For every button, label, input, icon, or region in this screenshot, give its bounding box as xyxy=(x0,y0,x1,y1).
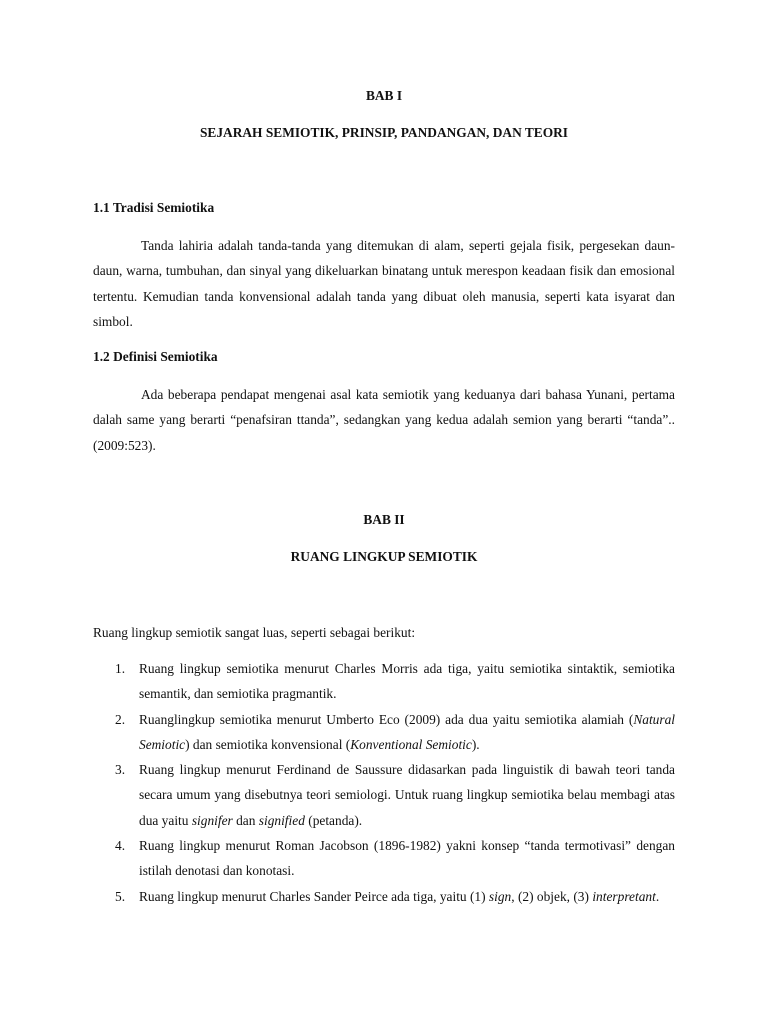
list-item-number: 2. xyxy=(115,711,126,727)
chapter-2-subtitle: RUANG LINGKUP SEMIOTIK xyxy=(290,549,478,564)
list-item-text: Ruang lingkup semiotika menurut Charles Morris ada tiga, yaitu semiotika sintaktik, semiotika semantik, dan semiotika pragmantik. xyxy=(139,661,675,702)
list-item-text: Ruang lingkup menurut Roman Jacobson (1896-1982) yakni konsep “tanda termotivasi” dengan istilah denotasi dan konotasi. xyxy=(139,838,675,879)
chapter-2-intro: Ruang lingkup semiotik sangat luas, seperti sebagai berikut: xyxy=(93,625,416,640)
list-item xyxy=(93,833,675,884)
list-item-italic-term: interpretant xyxy=(592,888,656,904)
list-item-italic-term: signified xyxy=(258,812,305,828)
chapter-1-subtitle: SEJARAH SEMIOTIK, PRINSIP, PANDANGAN, DAN TEORI xyxy=(199,125,569,140)
list-item-italic-term: signifer xyxy=(191,812,233,828)
list-item-text: dan xyxy=(232,812,259,828)
list-item-text: . xyxy=(655,888,660,904)
list-item xyxy=(93,707,675,758)
list-item-text: ) dan semiotika konvensional ( xyxy=(185,736,351,752)
list-item-text: , (2) objek, (3) xyxy=(511,888,593,904)
list-item-italic-term: Konventional Semiotic xyxy=(350,736,472,752)
section-1-1-paragraph: Tanda lahiria adalah tanda-tanda yang ditemukan di alam, seperti gejala fisik, pergesekan daun-daun, warna, tumbuhan, dan sinyal yang dikeluarkan binatang untuk merespon keadaan fisik dan emosional tertentu. Kemudian tanda konvensional adalah tanda yang dibuat oleh manusia, seperti kata isyarat dan simbol. xyxy=(93,238,675,329)
list-item-text: (petanda). xyxy=(304,812,363,828)
list-item xyxy=(93,884,675,909)
list-item-number: 5. xyxy=(115,888,126,904)
list-item-number: 4. xyxy=(115,838,126,854)
list-item-text: Ruang lingkup menurut Charles Sander Peirce ada tiga, yaitu (1) xyxy=(139,888,489,904)
list-item xyxy=(93,757,675,833)
list-item-text: Ruanglingkup semiotika menurut Umberto Eco (2009) ada dua yaitu semiotika alamiah ( xyxy=(139,711,634,727)
list-item-text: ). xyxy=(471,736,480,752)
section-1-2-paragraph: Ada beberapa pendapat mengenai asal kata semiotik yang keduanya dari bahasa Yunani, pertama dalah same yang berarti “penafsiran ttanda”, sedangkan yang kedua adalah semion yang berarti “tanda”..(2009:523). xyxy=(93,387,675,453)
section-1-1-heading: 1.1 Tradisi Semiotika xyxy=(93,200,215,215)
list-item-number: 1. xyxy=(115,661,126,676)
list-item-text: Ruang lingkup menurut Ferdinand de Saussure didasarkan pada linguistik di bawah teori tanda secara umum yang disebutnya teori semiologi. Untuk ruang lingkup semiotika belau membagi atas dua yaitu xyxy=(139,762,675,828)
chapter-2-title: BAB II xyxy=(363,512,405,527)
chapter-1-title: BAB I xyxy=(365,88,403,103)
list-item-italic-term: sign xyxy=(488,888,512,904)
scope-list xyxy=(93,656,675,909)
list-item-italic-term: Natural Semiotic xyxy=(139,711,675,752)
list-item xyxy=(93,656,675,707)
section-1-2-heading: 1.2 Definisi Semiotika xyxy=(93,349,218,364)
list-item-number: 3. xyxy=(115,762,126,778)
